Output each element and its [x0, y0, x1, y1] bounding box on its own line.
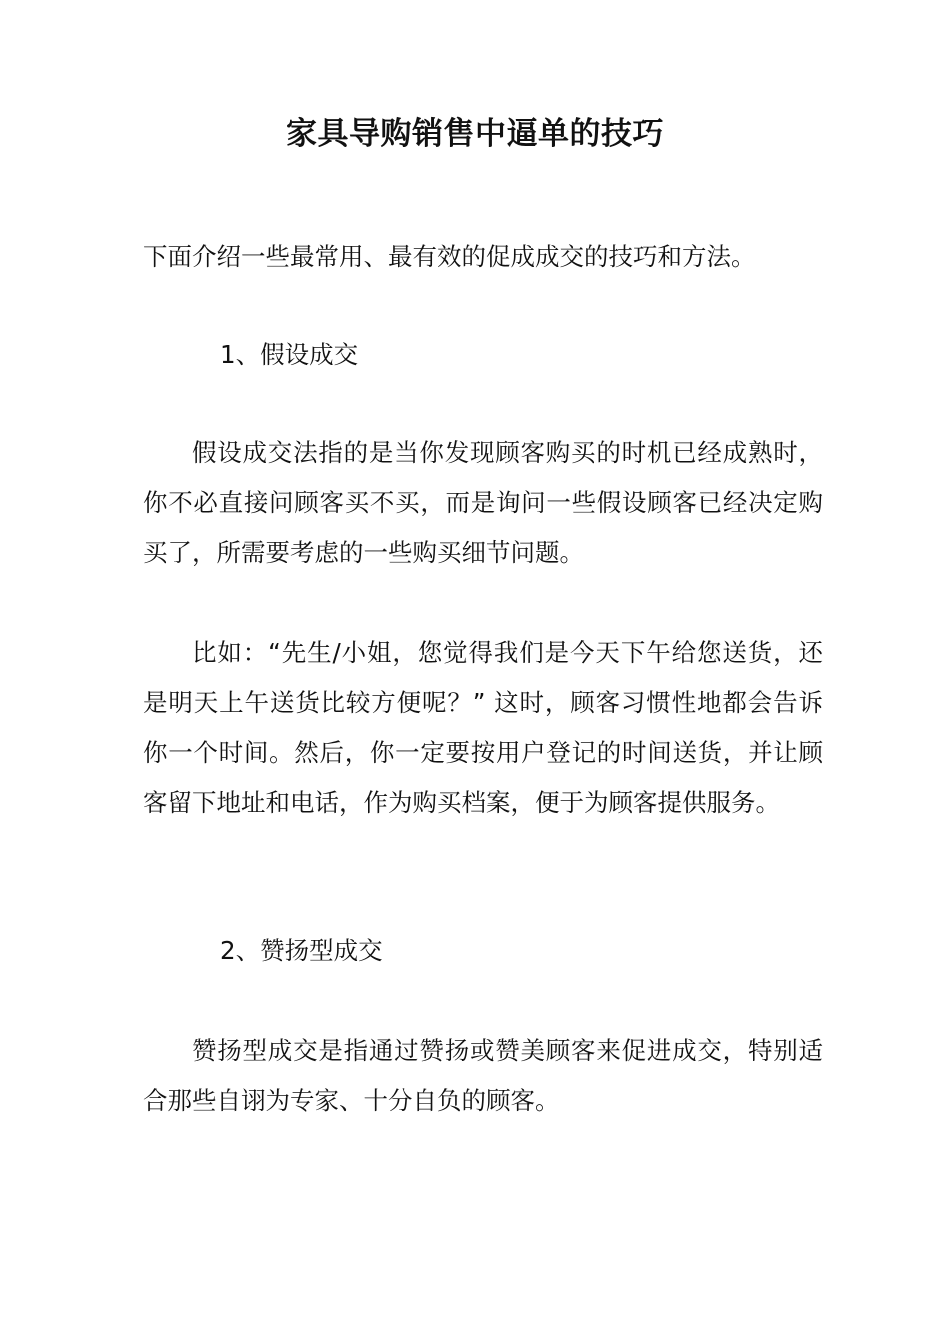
section-1-paragraph-2: 比如：“先生/小姐，您觉得我们是今天下午给您送货，还是明天上午送货比较方便呢？” 这时，顾客习惯性地都会告诉你一个时间。然后，你一定要按用户登记的时间送货，并让顾客留下地址和电话，作为购买档案，便于为顾客提供服务。: [143, 638, 823, 817]
section-heading-1: 1、假设成交: [220, 340, 359, 369]
intro-paragraph: 下面介绍一些最常用、最有效的促成成交的技巧和方法。: [143, 242, 756, 271]
section-1-paragraph-1: 假设成交法指的是当你发现顾客购买的时机已经成熟时，你不必直接问顾客买不买，而是询问一些假设顾客已经决定购买了，所需要考虑的一些购买细节问题。: [143, 438, 823, 567]
document-title: 家具导购销售中逼单的技巧: [286, 116, 664, 152]
section-2-paragraph-1: 赞扬型成交是指通过赞扬或赞美顾客来促进成交，特别适合那些自诩为专家、十分自负的顾客。: [143, 1036, 823, 1115]
section-heading-2: 2、赞扬型成交: [220, 936, 383, 965]
